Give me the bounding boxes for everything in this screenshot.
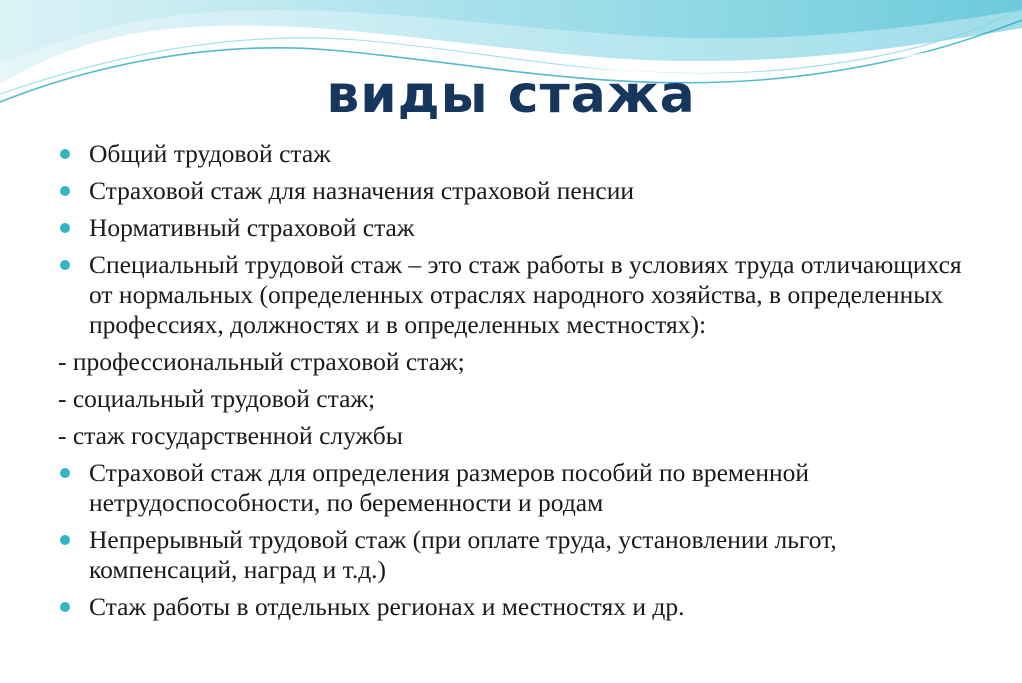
bullet-dot-icon bbox=[60, 468, 70, 478]
list-item-text: Стаж работы в отдельных регионах и местностях и др. bbox=[89, 592, 685, 621]
bullet-dot-icon bbox=[60, 260, 70, 270]
bullet-list-item bbox=[0, 176, 1022, 206]
list-item-text: Нормативный страховой стаж bbox=[89, 213, 415, 242]
bullet-dot-icon bbox=[60, 186, 70, 196]
bullet-list-item bbox=[0, 525, 1022, 585]
bullet-list-item bbox=[0, 250, 1022, 340]
bullet-list-item bbox=[0, 592, 1022, 622]
bullet-list-item bbox=[0, 213, 1022, 243]
bullet-list-item bbox=[0, 139, 1022, 169]
list-item-text: - социальный трудовой стаж; bbox=[58, 384, 376, 413]
bullet-dot-icon bbox=[60, 149, 70, 159]
slide-title: виды стажа bbox=[326, 65, 696, 125]
dash-list-item bbox=[0, 384, 1022, 414]
list-item-text: - профессиональный страховой стаж; bbox=[58, 347, 465, 376]
dash-list-item bbox=[0, 421, 1022, 451]
list-item-text: - стаж государственной службы bbox=[58, 421, 403, 450]
bullet-dot-icon bbox=[60, 535, 70, 545]
list-item-text: Специальный трудовой стаж – это стаж работы в условиях труда отличающихся от нормальных (определенных отраслях народного хозяйства, в определенных профессиях, должностях и в определенных местностях): bbox=[89, 250, 962, 339]
dash-list-item bbox=[0, 347, 1022, 377]
content-list bbox=[0, 139, 1022, 629]
list-item-text: Непрерывный трудовой стаж (при оплате труда, установлении льгот, компенсаций, наград и т.д.) bbox=[89, 525, 837, 584]
list-item-text: Страховой стаж для определения размеров пособий по временной нетрудоспособности, по беременности и родам bbox=[89, 458, 810, 517]
list-item-text: Страховой стаж для назначения страховой пенсии bbox=[89, 176, 635, 205]
bullet-list-item bbox=[0, 458, 1022, 518]
list-item-text: Общий трудовой стаж bbox=[89, 139, 331, 168]
bullet-dot-icon bbox=[60, 223, 70, 233]
bullet-dot-icon bbox=[60, 602, 70, 612]
